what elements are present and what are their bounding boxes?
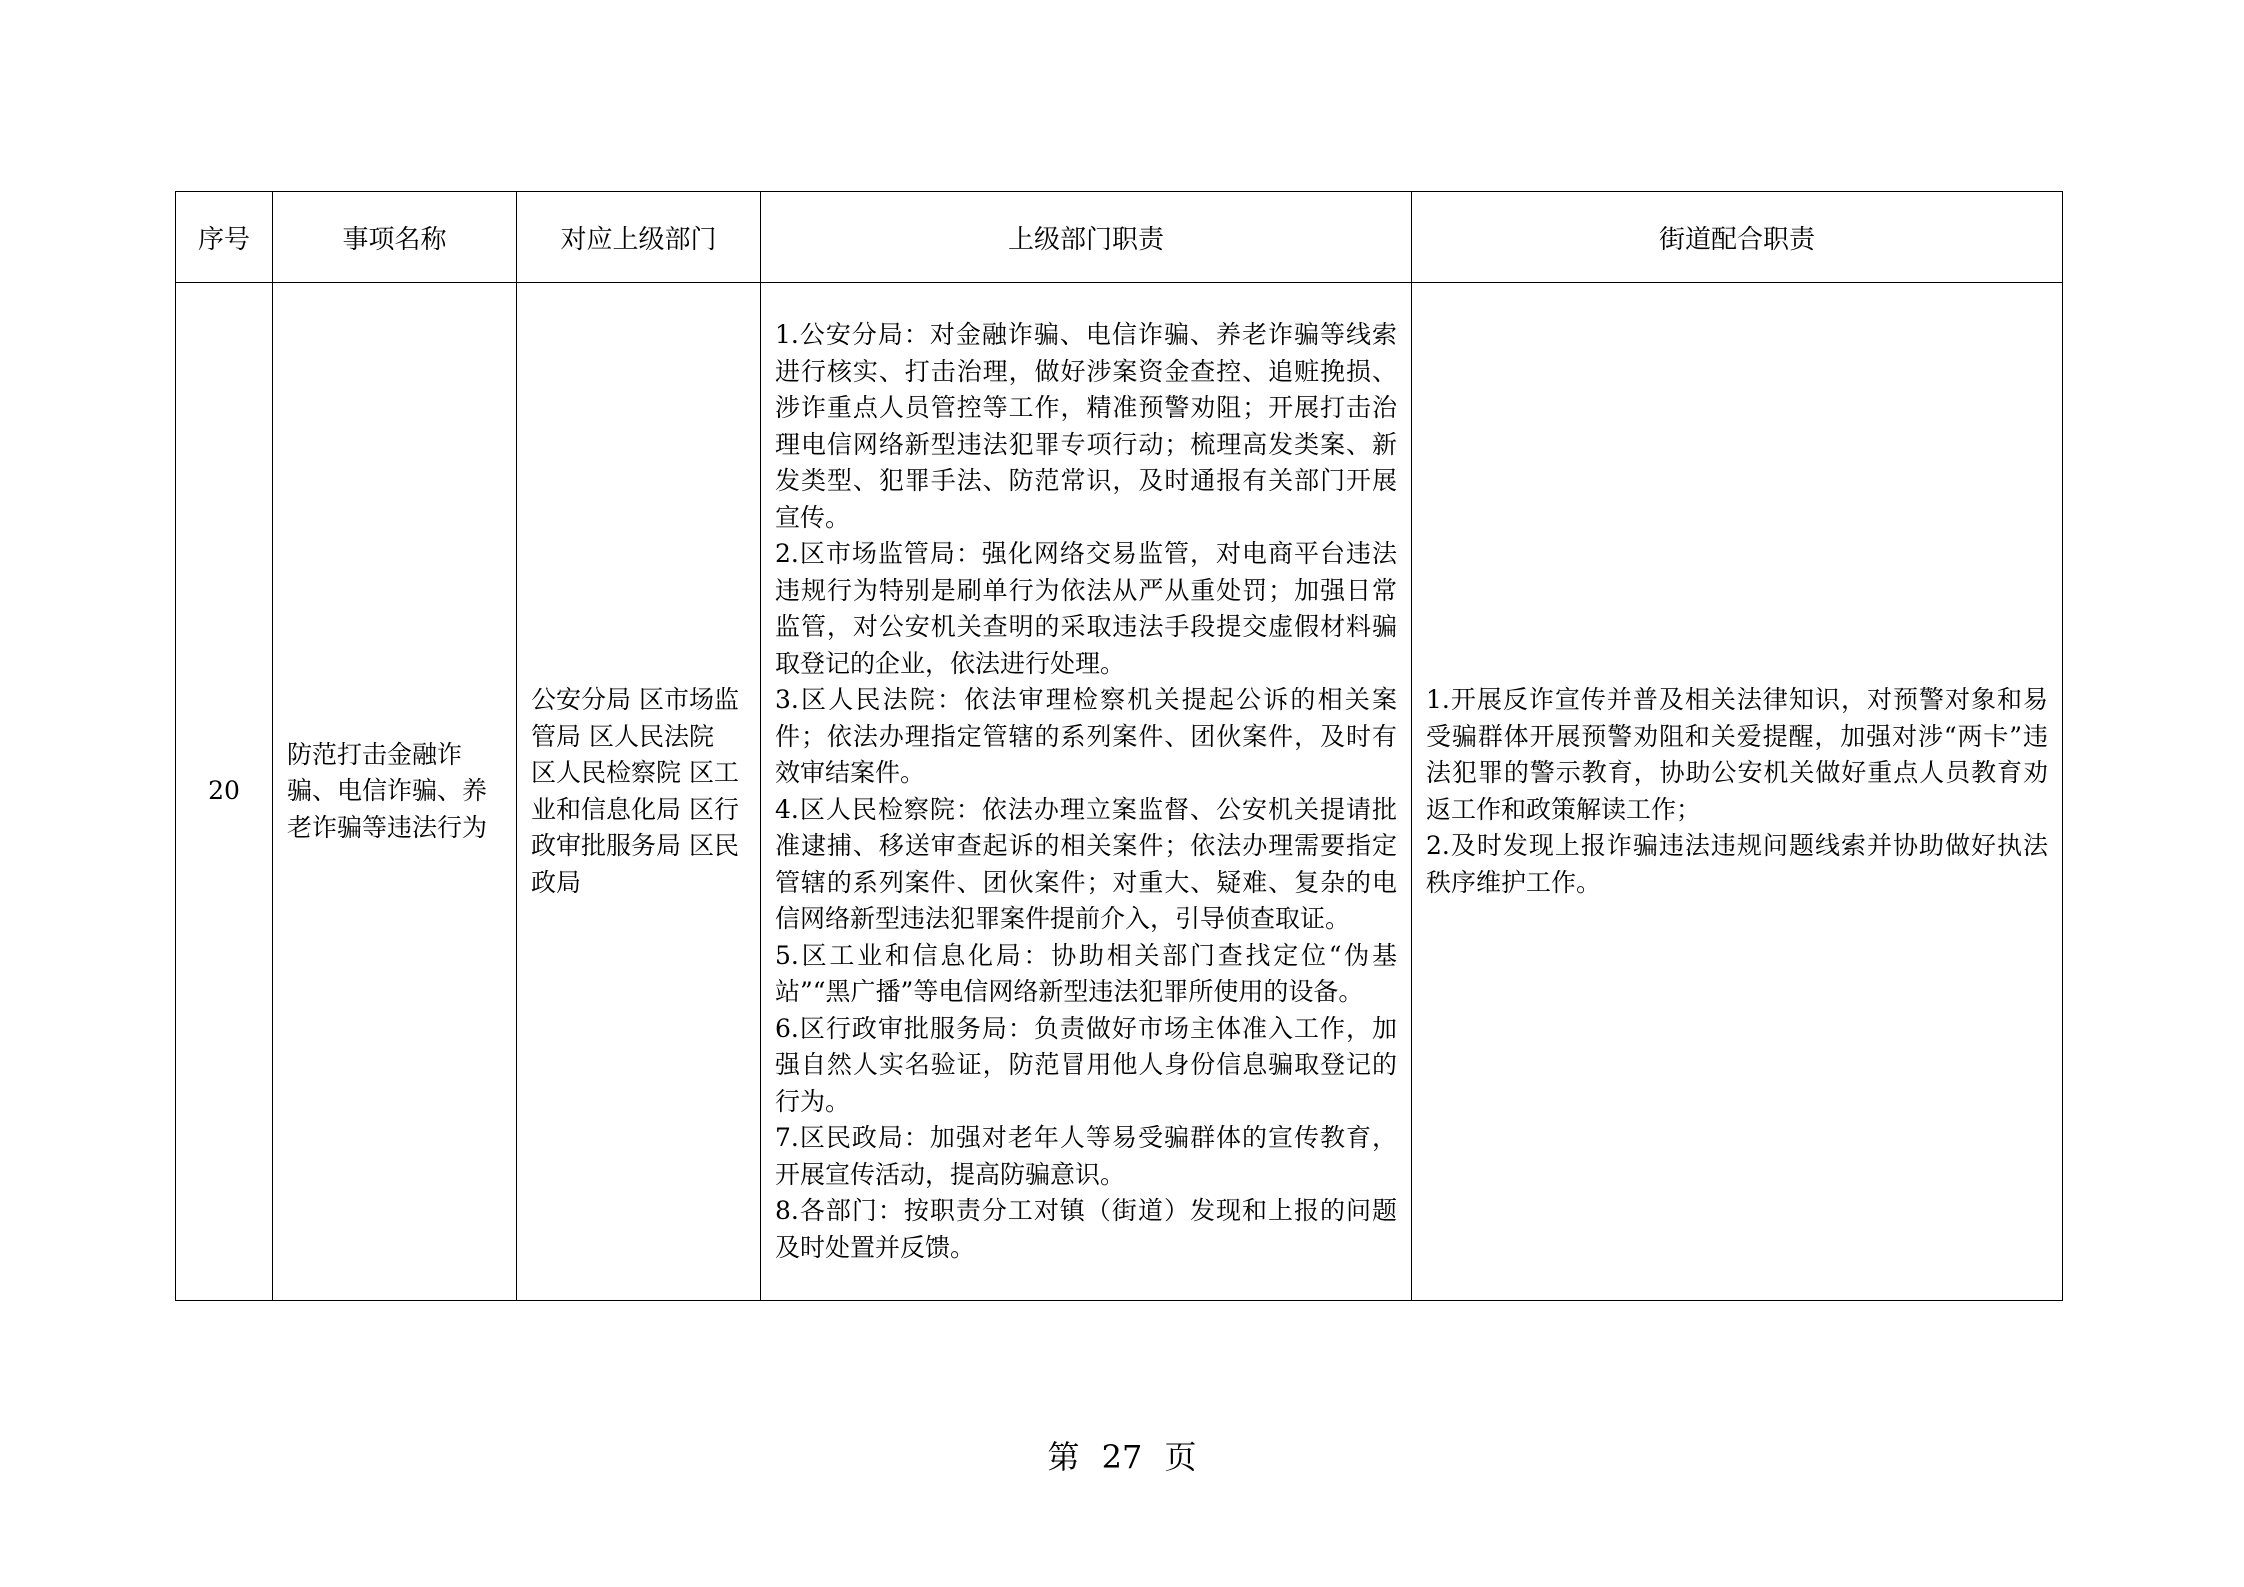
resp-item: 1.公安分局：对金融诈骗、电信诈骗、养老诈骗等线索进行核实、打击治理，做好涉案资金查控、追赃挽损、涉诈重点人员管控等工作，精准预警劝阻；开展打击治理电信网络新型违法犯罪专项行动；梳理高发类案、新发类型、犯罪手法、防范常识，及时通报有关部门开展宣传。 xyxy=(775,320,1397,532)
header-name: 事项名称 xyxy=(273,192,517,283)
header-no: 序号 xyxy=(176,192,273,283)
resp-item: 4.区人民检察院：依法办理立案监督、公安机关提请批准逮捕、移送审查起诉的相关案件；依法办理需要指定管辖的系列案件、团伙案件；对重大、疑难、复杂的电信网络新型违法犯罪案件提前介入，引导侦查取证。 xyxy=(775,794,1397,933)
resp-item: 7.区民政局：加强对老年人等易受骗群体的宣传教育，开展宣传活动，提高防骗意识。 xyxy=(775,1123,1397,1189)
header-resp: 上级部门职责 xyxy=(761,192,1412,283)
cell-no: 20 xyxy=(176,283,273,1301)
cell-departments: 公安分局 区市场监管局 区人民法院 区人民检察院 区工业和信息化局 区行政审批服务局 区民政局 xyxy=(517,283,761,1301)
page-suffix: 页 xyxy=(1164,1438,1197,1476)
cell-street-responsibilities xyxy=(1412,283,2063,1301)
header-street: 街道配合职责 xyxy=(1412,192,2063,283)
table-row xyxy=(176,283,2063,1301)
resp-item: 8.各部门：按职责分工对镇（街道）发现和上报的问题及时处置并反馈。 xyxy=(775,1196,1397,1262)
page-prefix: 第 xyxy=(1047,1438,1080,1476)
responsibility-table xyxy=(175,191,2063,1301)
cell-upper-responsibilities xyxy=(761,283,1412,1301)
street-item: 1.开展反诈宣传并普及相关法律知识，对预警对象和易受骗群体开展预警劝阻和关爱提醒，加强对涉“两卡”违法犯罪的警示教育，协助公安机关做好重点人员教育劝返工作和政策解读工作； xyxy=(1426,685,2048,824)
page-value: 27 xyxy=(1101,1438,1143,1476)
resp-item: 5.区工业和信息化局：协助相关部门查找定位“伪基站”“黑广播”等电信网络新型违法犯罪所使用的设备。 xyxy=(775,940,1397,1006)
cell-item-name: 防范打击金融诈骗、电信诈骗、养老诈骗等违法行为 xyxy=(273,283,517,1301)
resp-item: 6.区行政审批服务局：负责做好市场主体准入工作，加强自然人实名验证，防范冒用他人身份信息骗取登记的行为。 xyxy=(775,1013,1397,1116)
resp-item: 2.区市场监管局：强化网络交易监管，对电商平台违法违规行为特别是刷单行为依法从严从重处罚；加强日常监管，对公安机关查明的采取违法手段提交虚假材料骗取登记的企业，依法进行处理。 xyxy=(775,539,1397,678)
header-dept: 对应上级部门 xyxy=(517,192,761,283)
page-number xyxy=(0,1432,2244,1478)
resp-item: 3.区人民法院：依法审理检察机关提起公诉的相关案件；依法办理指定管辖的系列案件、团伙案件，及时有效审结案件。 xyxy=(775,685,1397,787)
street-item: 2.及时发现上报诈骗违法违规问题线索并协助做好执法秩序维护工作。 xyxy=(1426,831,2048,897)
header-row xyxy=(176,192,2063,283)
